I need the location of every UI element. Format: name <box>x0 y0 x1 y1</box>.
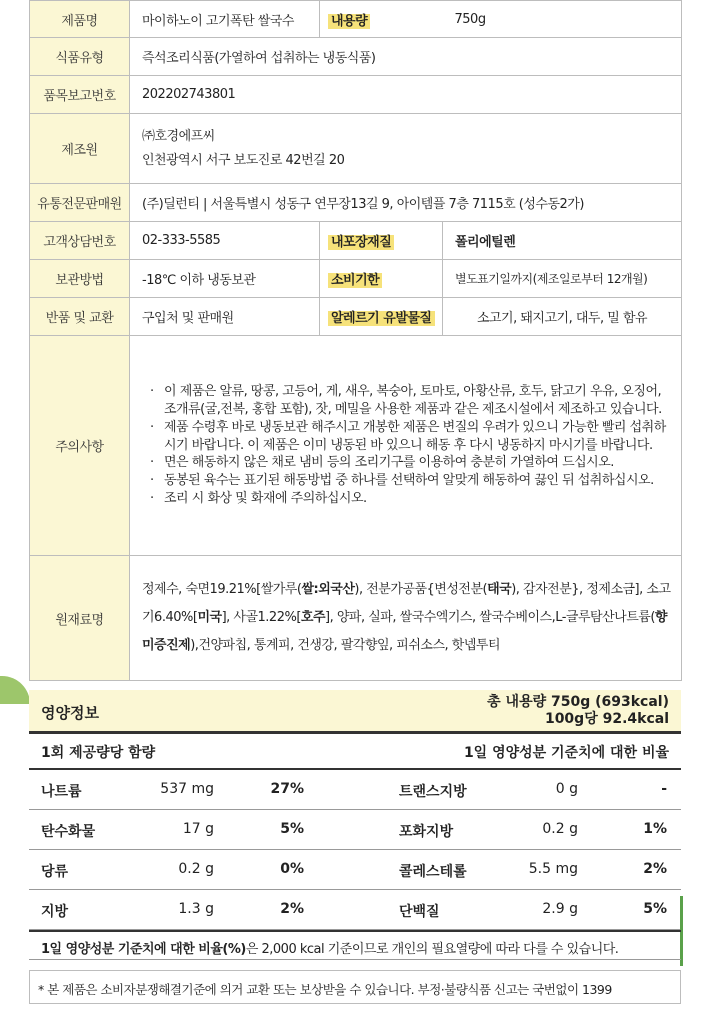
content-label: 내용량 <box>328 14 370 29</box>
per-serving-label: 1회 제공량당 함량 <box>41 745 156 761</box>
nutrient-name: 포화지방 <box>399 824 454 840</box>
packaging-label-cell <box>320 222 443 260</box>
consumer-notice <box>29 970 681 1004</box>
nutrient-percent: 2% <box>280 901 304 917</box>
nutrition-total-line1: 총 내용량 750g (693kcal) <box>487 694 669 710</box>
nutrient-amount: 1.3 g <box>178 901 214 917</box>
nutrient-percent: 1% <box>643 821 667 837</box>
nutrient-name: 당류 <box>41 864 69 880</box>
nutrient-name: 나트륨 <box>41 784 82 800</box>
nutrient-amount: 0 g <box>555 781 578 797</box>
food-type-label: 식품유형 <box>30 38 130 76</box>
allergen-label-cell <box>320 298 443 336</box>
row-caution <box>30 336 682 556</box>
return-value: 구입처 및 판매원 <box>130 298 320 336</box>
row-manufacturer <box>30 114 682 184</box>
seller-label: 유통전문판매원 <box>30 184 130 222</box>
ingredients-value <box>130 556 682 681</box>
ingredient-segment: 정제수, 숙면19.21%[쌀가루( <box>142 582 302 597</box>
nutrition-footnote-text <box>41 938 618 957</box>
expiry-value: 별도표기일까지(제조일로부터 12개월) <box>443 260 682 298</box>
product-info-table <box>29 0 682 681</box>
nutrient-percent: - <box>661 781 667 797</box>
caution-item: · 제품 수령후 바로 냉동보관 해주시고 개봉한 제품은 변질의 우려가 있으니 가능한 빨리 섭취하시기 바랍니다. 이 제품은 이미 냉동된 바 있으니 해동 후 다시 냉동하지 마시기를 바랍니다. <box>150 419 673 455</box>
caution-item: · 조리 시 화상 및 화재에 주의하십시오. <box>150 490 673 508</box>
caution-list <box>130 336 682 556</box>
customer-service-value: 02-333-5585 <box>130 222 320 260</box>
ingredient-segment: ), 전분가공품{변성전분( <box>354 582 488 597</box>
packaging-value: 폴리에틸렌 <box>443 222 682 260</box>
caution-item: · 면은 해동하지 않은 채로 냄비 등의 조리기구를 이용하여 충분히 가열하여 드십시오. <box>150 454 673 472</box>
footnote-rest: 은 2,000 kcal 기준이므로 개인의 필요열량에 따라 다를 수 있습니다. <box>245 942 619 957</box>
consumer-notice-text: * 본 제품은 소비자분쟁해결기준에 의거 교환 또는 보상받을 수 있습니다. 부정·불량식품 신고는 국번없이 1399 <box>38 982 612 997</box>
row-storage <box>30 260 682 298</box>
row-customer-service <box>30 222 682 260</box>
nutrition-total <box>487 694 669 728</box>
ingredient-origin: 쌀:외국산 <box>301 582 355 597</box>
nutrient-percent: 0% <box>280 861 304 877</box>
manufacturer-address: 인천광역시 서구 보도진로 42번길 20 <box>142 152 345 168</box>
nutrient-name: 콜레스테롤 <box>399 864 467 880</box>
allergen-value: 소고기, 돼지고기, 대두, 밀 함유 <box>443 298 682 336</box>
ingredient-additive: 향미증진제 <box>142 610 667 653</box>
nutrient-name: 탄수화물 <box>41 824 96 840</box>
nutrient-name: 지방 <box>41 904 69 920</box>
caution-item: · 동봉된 육수는 표기된 해동방법 중 하나를 선택하여 알맞게 해동하여 끓인 뒤 섭취하십시오. <box>150 472 673 490</box>
nutrition-rows <box>29 770 681 930</box>
return-label: 반품 및 교환 <box>30 298 130 336</box>
ingredient-segment: ),건양파칩, 통계피, 건생강, 팔각향잎, 피쉬소스, 핫넵투티 <box>190 638 501 653</box>
nutrient-amount: 2.9 g <box>542 901 578 917</box>
ingredient-segment: ], 사골1.22%[ <box>221 610 301 625</box>
nutrient-name: 단백질 <box>399 904 440 920</box>
nutrition-title: 영양정보 <box>41 704 99 722</box>
row-ingredients <box>30 556 682 681</box>
row-product-name <box>30 1 682 38</box>
storage-label: 보관방법 <box>30 260 130 298</box>
content-value: 750g <box>443 1 682 38</box>
nutrient-amount: 537 mg <box>160 781 214 797</box>
ingredient-origin: 미국 <box>197 610 222 625</box>
customer-service-label: 고객상담번호 <box>30 222 130 260</box>
nutrition-row <box>29 890 681 930</box>
row-return <box>30 298 682 336</box>
report-number-value: 20220274380​1 <box>130 76 682 114</box>
row-seller <box>30 184 682 222</box>
manufacturer-value <box>130 114 682 184</box>
row-report-number <box>30 76 682 114</box>
expiry-label-cell <box>320 260 443 298</box>
nutrition-header <box>29 690 681 734</box>
nutrition-subheader <box>29 734 681 770</box>
content-label-cell <box>320 1 443 38</box>
food-type-value: 즉석조리식품(가열하여 섭취하는 냉동식품) <box>130 38 682 76</box>
expiry-label: 소비기한 <box>328 273 382 288</box>
product-name-value: 마이하노이 고기폭탄 쌀국수 <box>130 1 320 38</box>
row-food-type <box>30 38 682 76</box>
nutrition-row <box>29 770 681 810</box>
nutrient-amount: 17 g <box>182 821 214 837</box>
nutrient-percent: 27% <box>270 781 304 797</box>
storage-value: -18℃ 이하 냉동보관 <box>130 260 320 298</box>
manufacturer-label: 제조원 <box>30 114 130 184</box>
footnote-bold: 1일 영양성분 기준치에 대한 비율(%) <box>41 942 246 957</box>
manufacturer-name: ㈜호경에프씨 <box>142 128 215 144</box>
decorative-leaf <box>0 676 30 704</box>
caution-item: · 이 제품은 알류, 땅콩, 고등어, 게, 새우, 복숭아, 토마토, 아황산류, 호두, 닭고기 우유, 오징어, 조개류(굴,전복, 홍합 포함), 잣, 메밀을 사용한 제품과 같은 제조시설에서 제조하고 있습니다. <box>150 383 673 419</box>
ingredient-origin: 태국 <box>487 582 512 597</box>
ingredient-origin: 호주 <box>300 610 326 625</box>
report-number-label: 품목보고번호 <box>30 76 130 114</box>
nutrient-percent: 5% <box>280 821 304 837</box>
nutrient-amount: 0.2 g <box>178 861 214 877</box>
allergen-label: 알레르기 유발물질 <box>328 311 435 326</box>
ingredients-label: 원재료명 <box>30 556 130 681</box>
packaging-label: 내포장재질 <box>328 235 394 250</box>
ingredient-segment: ), 감자전분}, 정제소금], 소고기6.40%[ <box>142 582 671 625</box>
nutrition-row <box>29 850 681 890</box>
nutrition-footnote <box>29 930 681 960</box>
ingredient-segment: ], 양파, 실파, 쌀국수엑기스, 쌀국수베이스,L-글루탐산나트륨( <box>325 610 655 625</box>
nutrient-percent: 2% <box>643 861 667 877</box>
nutrient-amount: 5.5 mg <box>528 861 578 877</box>
nutrition-total-line2: 100g당 92.4kcal <box>544 711 669 727</box>
daily-value-label: 1일 영양성분 기준치에 대한 비율 <box>463 745 669 761</box>
caution-label: 주의사항 <box>30 336 130 556</box>
nutrient-name: 트랜스지방 <box>399 784 467 800</box>
nutrient-percent: 5% <box>643 901 667 917</box>
nutrient-amount: 0.2 g <box>542 821 578 837</box>
seller-value: (주)딜런티 | 서울특별시 성동구 연무장13길 9, 아이템플 7층 7115호 (성수동2가) <box>130 184 682 222</box>
nutrition-row <box>29 810 681 850</box>
product-name-label: 제품명 <box>30 1 130 38</box>
